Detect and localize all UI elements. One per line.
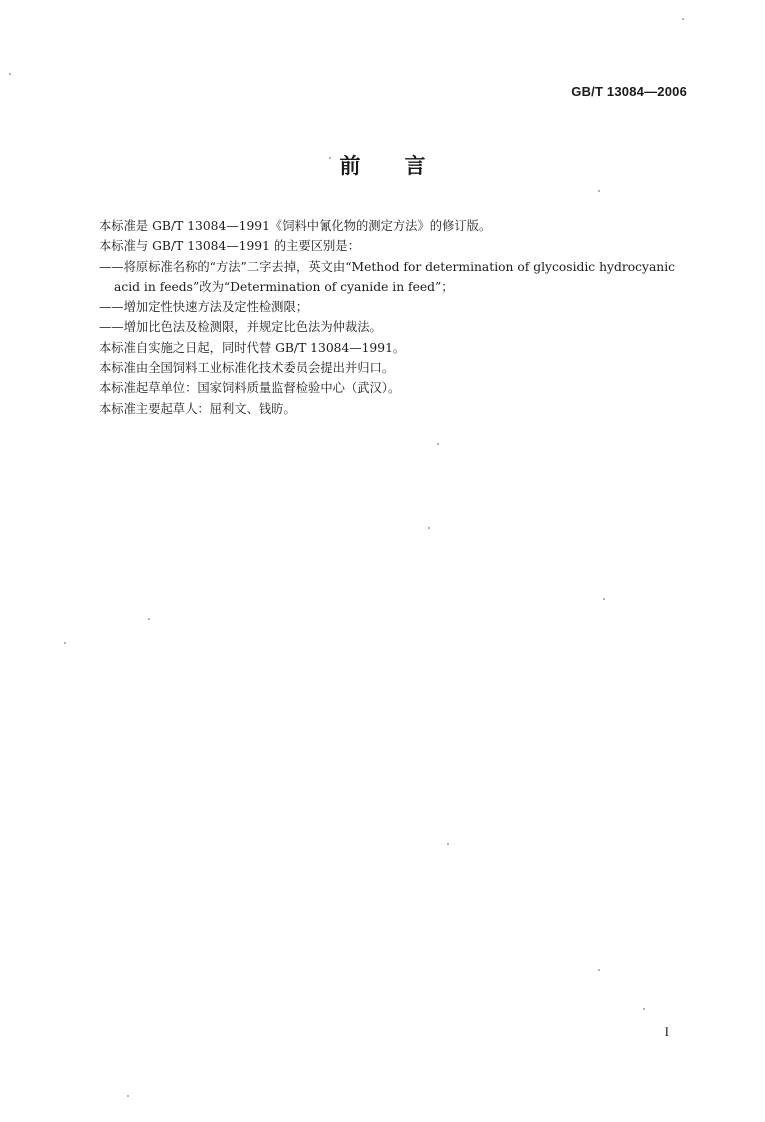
scan-speck xyxy=(437,443,439,445)
scan-speck xyxy=(428,527,430,529)
foreword-line: acid in feeds”改为“Determination of cyanide in feed”； xyxy=(114,279,454,294)
title-char-1: 前 xyxy=(339,154,361,178)
foreword-line: 本标准主要起草人：屈利文、钱昉。 xyxy=(99,401,296,416)
title-char-2: 言 xyxy=(404,154,426,178)
scan-speck xyxy=(603,598,605,600)
foreword-body xyxy=(99,216,699,419)
page-number: I xyxy=(664,1024,669,1039)
scan-speck xyxy=(447,843,449,845)
foreword-line: ——增加比色法及检测限，并规定比色法为仲裁法。 xyxy=(99,320,382,335)
page-title xyxy=(0,150,765,180)
foreword-line: 本标准起草单位：国家饲料质量监督检验中心（武汉）。 xyxy=(99,381,401,396)
foreword-line: 本标准与 GB/T 13084—1991 的主要区别是： xyxy=(99,239,360,254)
standard-number: GB/T 13084—2006 xyxy=(571,84,687,99)
foreword-line: ——增加定性快速方法及定性检测限； xyxy=(99,300,309,315)
scan-speck xyxy=(9,73,11,75)
foreword-line: ——将原标准名称的“方法”二字去掉，英文由“Method for determination of glycosidic hydrocyanic xyxy=(99,259,676,274)
foreword-line: 本标准是 GB/T 13084—1991《饲料中氰化物的测定方法》的修订版。 xyxy=(99,219,492,233)
foreword-line: 本标准由全国饲料工业标准化技术委员会提出并归口。 xyxy=(99,361,395,376)
scan-speck xyxy=(598,190,600,192)
scan-speck xyxy=(682,18,684,20)
scan-speck xyxy=(127,1095,129,1097)
scan-speck xyxy=(329,157,331,159)
scan-speck xyxy=(64,642,66,644)
foreword-line: 本标准自实施之日起，同时代替 GB/T 13084—1991。 xyxy=(99,340,406,355)
scan-speck xyxy=(643,1008,645,1010)
scan-speck xyxy=(598,969,600,971)
scan-speck xyxy=(148,618,150,620)
